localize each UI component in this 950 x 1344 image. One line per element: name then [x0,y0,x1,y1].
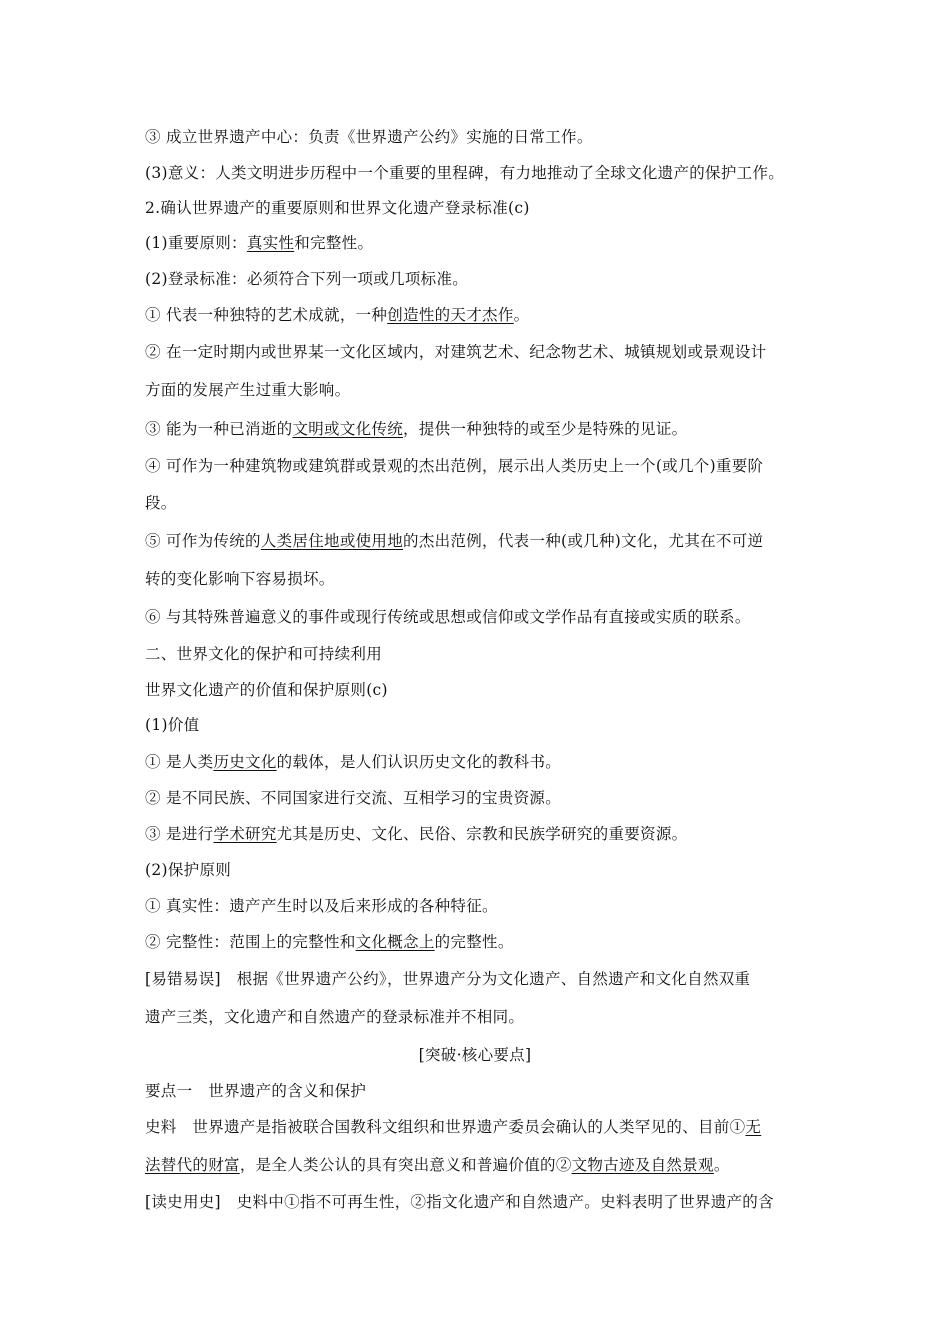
underlined-text: 学术研究 [213,825,277,843]
underlined-text: 无 [745,1118,762,1136]
text-segment: (1)重要原则： [145,234,247,252]
text-segment: ③ 是进行 [145,825,214,843]
text-segment: ，提供一种独特的或至少是特殊的见证。 [403,420,688,438]
text-segment: ⑥ 与其特殊普遍意义的事件或现行传统或思想或信仰或文学作品有直接或实质的联系。 [145,608,751,626]
text-segment: ③ 能为一种已消逝的 [145,420,293,438]
text-line [145,380,350,400]
text-line [145,1081,366,1101]
text-segment: (3)意义：人类文明进步历程中一个重要的里程碑，有力地推动了全球文化遗产的保护工作。 [145,164,785,182]
text-line [145,680,388,700]
text-line [145,969,750,989]
text-line [145,419,687,439]
text-segment: (1)价值 [145,716,200,734]
text-segment: 和完整性。 [294,234,374,252]
text-segment: 世界文化遗产的价值和保护原则(c) [145,681,388,699]
underlined-text: 真实性 [246,234,295,252]
section-heading [0,1045,950,1065]
text-line [145,788,561,808]
text-segment: ② 完整性：范围上的完整性和 [145,933,356,951]
text-segment: 二、世界文化的保护和可持续利用 [145,645,383,663]
text-line [145,342,766,362]
text-line [145,456,763,476]
text-segment: 。 [513,306,530,324]
underlined-text: 文化概念上 [355,933,435,951]
text-segment: 遗产三类，文化遗产和自然遗产的登录标准并不相同。 [145,1008,525,1026]
underlined-text: 文明或文化传统 [292,420,404,438]
text-line [145,531,763,551]
text-line [145,896,498,916]
text-segment: 2.确认世界遗产的重要原则和世界文化遗产登录标准(c) [145,199,530,217]
text-line [145,269,468,289]
text-line [145,607,751,627]
text-segment: 的完整性。 [434,933,514,951]
text-line [145,1155,730,1175]
text-segment: (2)保护原则 [145,861,232,879]
text-line [145,493,177,513]
text-segment: [突破·核心要点] [418,1046,532,1064]
underlined-text: 历史文化 [213,753,277,771]
underlined-text: 创造性的天才杰作 [387,306,514,324]
text-segment: 要点一 世界遗产的含义和保护 [145,1082,367,1100]
text-segment: 尤其是历史、文化、民俗、宗教和民族学研究的重要资源。 [276,825,688,843]
text-line [145,1117,761,1137]
text-segment: (2)登录标准：必须符合下列一项或几项标准。 [145,270,469,288]
text-segment: 的载体，是人们认识历史文化的教科书。 [276,753,562,771]
text-line [145,163,784,183]
text-line [145,569,335,589]
text-segment: ① 是人类 [145,753,214,771]
text-segment: ② 在一定时期内或世界某一文化区域内，对建筑艺术、纪念物艺术、城镇规划或景观设计 [145,343,767,361]
text-segment: ⑤ 可作为传统的 [145,532,261,550]
text-line [145,198,530,218]
underlined-text: 人类居住地或使用地 [260,532,404,550]
text-line [145,1192,774,1212]
text-line [145,233,373,253]
text-segment: ① 真实性：遗产产生时以及后来形成的各种特征。 [145,897,498,915]
text-line [145,824,687,844]
text-segment: [读史用史] 史料中①指不可再生性，②指文化遗产和自然遗产。史料表明了世界遗产的含 [145,1193,774,1211]
text-segment: ，是全人类公认的具有突出意义和普遍价值的② [239,1156,572,1174]
text-segment: ② 是不同民族、不同国家进行交流、互相学习的宝贵资源。 [145,789,562,807]
text-line [145,752,561,772]
text-line [145,305,529,325]
underlined-text: 文物古迹及自然景观 [571,1156,714,1174]
text-segment: ① 代表一种独特的艺术成就，一种 [145,306,388,324]
underlined-text: 法替代的财富 [145,1156,240,1174]
text-segment: ④ 可作为一种建筑物或建筑群或景观的杰出范例，展示出人类历史上一个(或几个)重要阶 [145,457,764,475]
text-line [145,932,514,952]
text-segment: 史料 世界遗产是指被联合国教科文组织和世界遗产委员会确认的人类罕见的、目前① [145,1118,746,1136]
text-line [145,127,593,147]
text-line [145,860,231,880]
text-segment: 段。 [145,494,177,512]
text-segment: [易错易误] 根据《世界遗产公约》，世界遗产分为文化遗产、自然遗产和文化自然双重 [145,970,751,988]
text-segment: 的杰出范例，代表一种(或几种)文化，尤其在不可逆 [403,532,764,550]
text-line [145,644,382,664]
text-segment: 转的变化影响下容易损坏。 [145,570,335,588]
text-line [145,715,199,735]
text-line [145,1007,524,1027]
text-segment: 。 [713,1156,730,1174]
text-segment: ③ 成立世界遗产中心：负责《世界遗产公约》实施的日常工作。 [145,128,593,146]
text-segment: 方面的发展产生过重大影响。 [145,381,351,399]
